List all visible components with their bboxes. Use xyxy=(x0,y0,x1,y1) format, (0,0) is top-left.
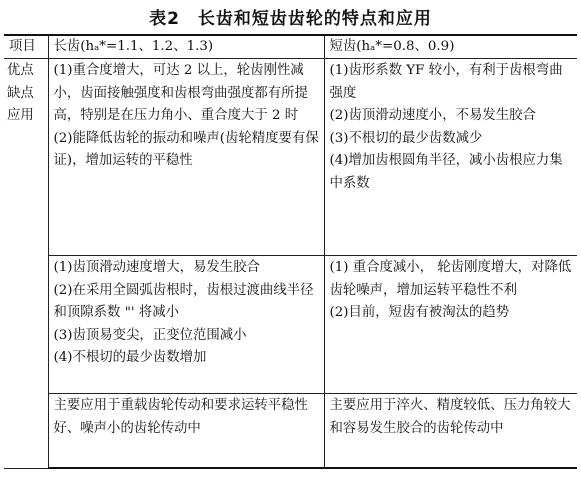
list-item: (3)不根切的最少齿数减少 xyxy=(329,130,483,146)
cell-long-advantages xyxy=(48,59,324,256)
list-item: (1)齿形系数 YF 较小，有利于齿根弯曲强度 xyxy=(329,63,563,101)
list-item: (2)在采用全圆弧齿根时，齿根过渡曲线半径和顶隙系数 "' 将减小 xyxy=(53,282,314,320)
cell-long-application xyxy=(48,394,324,469)
list-item: (3)齿顶易变尖，正变位范围减小 xyxy=(53,327,247,343)
table-row-advantages xyxy=(4,59,577,256)
table-row-application xyxy=(4,394,577,469)
row-label-column xyxy=(4,59,48,469)
header-short-teeth: 短齿(hₐ*=0.8、0.9) xyxy=(324,35,577,59)
list-item: 主要应用于淬火、精度较低、压力角较大和容易发生胶合的齿轮传动中 xyxy=(329,398,571,436)
table-title: 表2 长齿和短齿齿轮的特点和应用 xyxy=(149,9,432,29)
header-item: 项目 xyxy=(4,35,48,59)
table-row-disadvantages xyxy=(4,256,577,394)
list-item: (2)齿顶滑动速度小，不易发生胶合 xyxy=(329,108,536,123)
cell-long-disadvantages xyxy=(48,256,324,394)
cell-short-application xyxy=(324,394,577,469)
row-label-application: 应用 xyxy=(7,108,34,123)
list-item: (4)增加齿根圆角半径，减小齿根应力集中系数 xyxy=(329,153,563,191)
list-item: (1)齿顶滑动速度增大，易发生胶合 xyxy=(53,260,260,275)
header-long-teeth: 长齿(hₐ*=1.1、1.2、1.3) xyxy=(48,35,324,59)
cell-short-advantages xyxy=(324,59,577,256)
row-label-disadvantages: 缺点 xyxy=(7,85,34,101)
list-item: (1)重合度增大，可达 2 以上，轮齿刚性减小，齿面接触强度和齿根弯曲强度都有所提高，特别是在压力角小、重合度大于 2 时 xyxy=(53,63,308,123)
list-item: (1) 重合度减小， 轮齿刚度增大，对降低齿轮噪声，增加运转平稳性不利 xyxy=(329,260,572,298)
list-item: (2)能降低齿轮的振动和噪声(齿轮精度要有保证)，增加运转的平稳性 xyxy=(53,130,319,168)
cell-short-disadvantages xyxy=(324,256,577,394)
table-header-row xyxy=(4,35,577,59)
list-item: (2)目前，短齿有被淘汰的趋势 xyxy=(329,305,510,320)
row-label-advantages: 优点 xyxy=(7,63,34,78)
gear-comparison-table xyxy=(4,34,577,469)
list-item: 主要应用于重载齿轮传动和要求运转平稳性好、噪声小的齿轮传动中 xyxy=(53,398,308,436)
list-item: (4)不根切的最少齿数增加 xyxy=(53,350,207,365)
